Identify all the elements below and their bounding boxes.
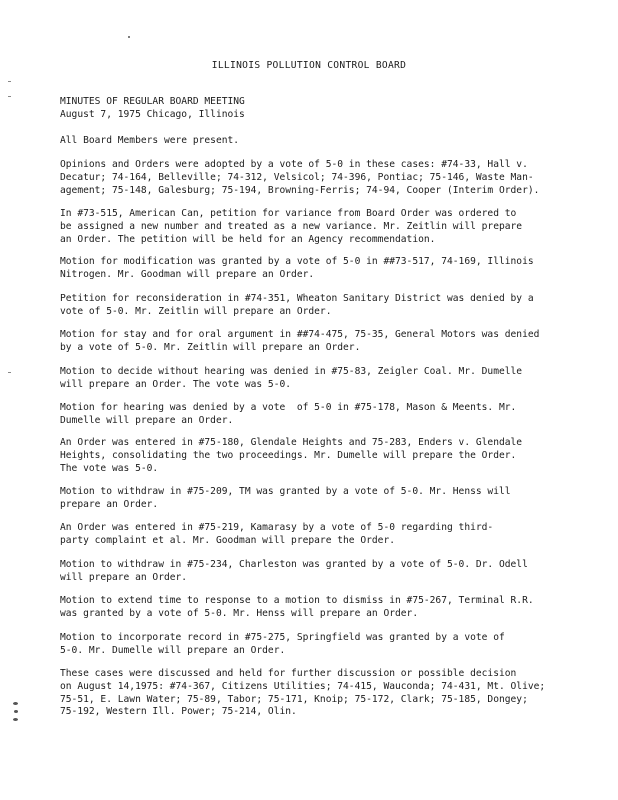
paragraph-opinions-orders: Opinions and Orders were adopted by a vote of 5-0 in these cases: #74-33, Hall v. Decatur; 74-164, Belleville; 74-312, Velsicol; 74-396, Pontiac; 75-146, Waste Man- agement; 75-148, Galesburg; 75-194, Browning-Ferris; 74-94, Cooper (Interim Order).: [60, 159, 540, 196]
paragraph-mason-meents: Motion for hearing was denied by a vote of 5-0 in #75-178, Mason & Meents. Mr. Dumelle will prepare an Order.: [60, 402, 517, 426]
paragraph-attendance: All Board Members were present.: [60, 135, 240, 146]
scan-speck: [13, 718, 18, 721]
paragraph-held-cases: These cases were discussed and held for further discussion or possible decision on August 14,1975: #74-367, Citizens Utilities; 74-415, Wauconda; 74-431, Mt. Olive; 75-51, E. Lawn Water; 75-89, Tabor; 75-171, Knoip; 75-172, Clark; 75-185, Dongey; 75-192, Western Ill. Power; 75-214, Olin.: [60, 668, 546, 718]
scan-edge-mark: [8, 96, 11, 97]
paragraph-general-motors: Motion for stay and for oral argument in ##74-475, 75-35, General Motors was denied by a vote of 5-0. Mr. Zeitlin will prepare an Order.: [60, 329, 540, 353]
meeting-date-location: August 7, 1975 Chicago, Illinois: [60, 108, 245, 120]
scan-speck: [13, 702, 18, 705]
paragraph-tm-withdraw: Motion to withdraw in #75-209, TM was granted by a vote of 5-0. Mr. Henss will prepare an Order.: [60, 486, 511, 510]
paragraph-terminal-rr: Motion to extend time to response to a motion to dismiss in #75-267, Terminal R.R. was granted by a vote of 5-0. Mr. Henss will prepare an Order.: [60, 595, 534, 619]
paragraph-zeigler-coal: Motion to decide without hearing was denied in #75-83, Zeigler Coal. Mr. Dumelle will prepare an Order. The vote was 5-0.: [60, 366, 523, 390]
scan-edge-mark: [8, 81, 11, 82]
paragraph-illinois-nitrogen: Motion for modification was granted by a vote of 5-0 in ##73-517, 74-169, Illinois Nitrogen. Mr. Goodman will prepare an Order.: [60, 256, 534, 280]
scan-speck: [128, 36, 130, 38]
document-title: ILLINOIS POLLUTION CONTROL BOARD: [211, 60, 407, 71]
scan-speck: [14, 710, 18, 713]
meeting-heading-title: MINUTES OF REGULAR BOARD MEETING: [60, 96, 245, 107]
scan-edge-mark: [8, 372, 11, 373]
paragraph-charleston: Motion to withdraw in #75-234, Charleston was granted by a vote of 5-0. Dr. Odell will prepare an Order.: [60, 559, 528, 583]
paragraph-glendale-heights: An Order was entered in #75-180, Glendale Heights and 75-283, Enders v. Glendale Heights, consolidating the two proceedings. Mr. Dumelle will prepare the Order. The vote was 5-0.: [60, 437, 523, 474]
meeting-heading: [60, 96, 572, 122]
paragraph-american-can: In #73-515, American Can, petition for variance from Board Order was ordered to be assigned a new number and treated as a new variance. Mr. Zeitlin will prepare an Order. The petition will be held for an Agency recommendation.: [60, 208, 523, 245]
paragraph-springfield: Motion to incorporate record in #75-275, Springfield was granted by a vote of 5-0. Mr. Dumelle will prepare an Order.: [60, 632, 505, 656]
paragraph-kamarasy: An Order was entered in #75-219, Kamarasy by a vote of 5-0 regarding third- party complaint et al. Mr. Goodman will prepare the Order.: [60, 522, 494, 546]
paragraph-wheaton: Petition for reconsideration in #74-351, Wheaton Sanitary District was denied by a vote of 5-0. Mr. Zeitlin will prepare an Order.: [60, 293, 534, 317]
